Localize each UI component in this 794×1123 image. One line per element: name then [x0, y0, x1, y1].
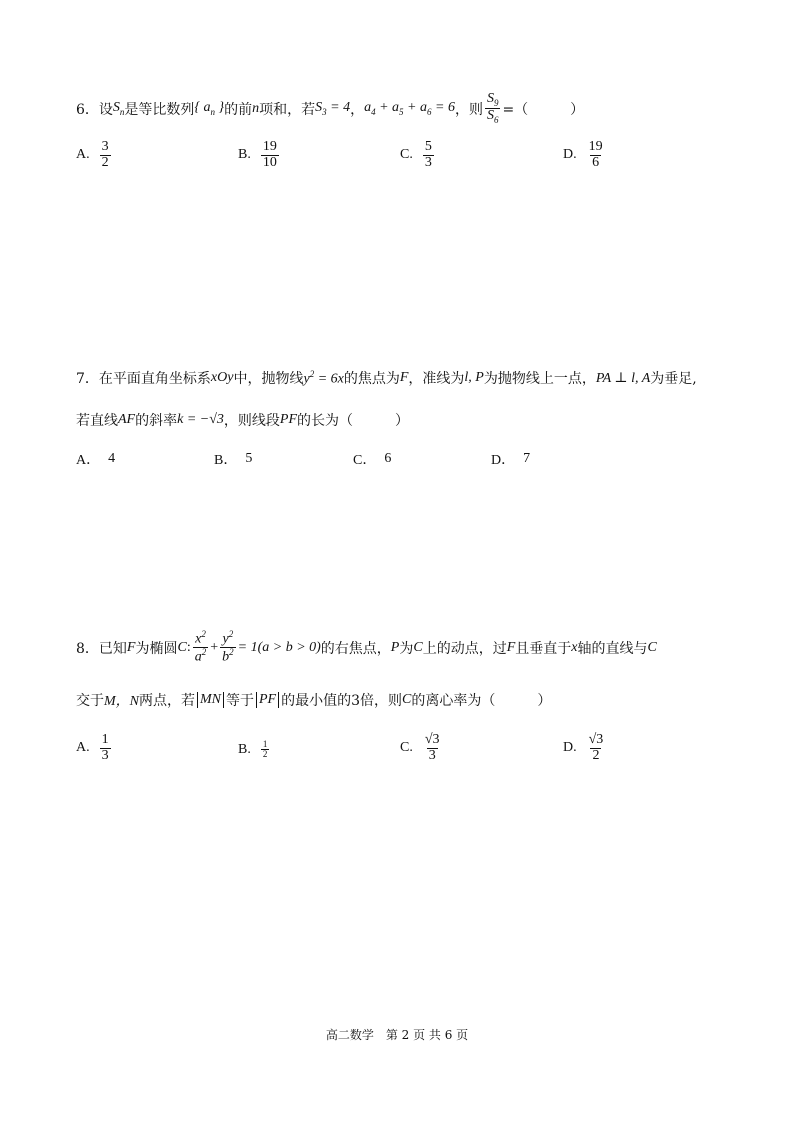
- q6-option-c[interactable]: C. $\frac{5}{3}$: [400, 139, 432, 170]
- math-s9-over-s6: $\frac{S_9}{S_6}$: [486, 91, 499, 126]
- math-slope: k = −√3: [177, 412, 224, 427]
- q7-option-c[interactable]: C． 6: [353, 451, 392, 468]
- question-7-stem-line2: 若直线 AF 的斜率 k = −√3 ，则线段 PF 的长为（ ）: [76, 412, 410, 429]
- q8-option-d[interactable]: D. $\frac{√3}{2}$: [563, 732, 604, 763]
- math-a456: $a_4 + a_5 + a_6 = 6$: [364, 100, 455, 118]
- math-x2-over-a2: $\frac{x^2}{a^2}$: [194, 629, 207, 665]
- question-8-stem-line2: 交于 M，N 两点，若 MN 等于 PF 的最小值的3倍，则 C 的离心率为（ ）: [76, 692, 552, 709]
- q8-option-c[interactable]: C. $\frac{√3}{3}$: [400, 732, 440, 763]
- q6-option-b[interactable]: B. $\frac{19}{10}$: [238, 139, 277, 170]
- q8-option-a[interactable]: A. $\frac{1}{3}$: [76, 732, 109, 763]
- math-y2-over-b2: $\frac{y^2}{b^2}$: [222, 629, 234, 665]
- q7-option-d[interactable]: D． 7: [491, 451, 531, 468]
- q7-option-a[interactable]: A． 4: [76, 451, 116, 468]
- q6-option-a[interactable]: A. $\frac{3}{2}$: [76, 139, 109, 170]
- math-parabola: $y^2 = 6x$: [303, 368, 344, 387]
- math-an-seq: { $a_n$ }: [194, 100, 225, 118]
- math-ellipse-cond: = 1(a > b > 0): [237, 639, 321, 655]
- math-sn: $S_n$: [112, 100, 125, 118]
- question-7-stem-line1: 7． 在平面直角坐标系 xOy 中，抛物线 $y^2 = 6x$ 的焦点为 F ，准线为 l, P 为抛物线上一点， PA ⊥ l, A 为垂足,: [76, 368, 697, 387]
- question-8-stem-line1: 8． 已知 F 为椭圆 C : $\frac{x^2}{a^2}$ + $\frac{y^2}{b^2}$ = 1(a > b > 0) 的右焦点， P 为 C 上的动点，过 F 且垂直于 x 轴的直线与 C: [76, 629, 657, 665]
- q8-option-b[interactable]: B. $\frac{1}{2}$: [238, 739, 268, 760]
- page-footer: 高二数学 第 2 页 共 6 页: [325, 1028, 469, 1042]
- question-6-stem: 6． 设 $S_n$ 是等比数列 { $a_n$ } 的前 n 项和，若 $S_3 = 4$ ， $a_4 + a_5 + a_6 = 6$ ，则 $\frac{S_9}{S_6}$ =（ ）: [76, 91, 585, 126]
- math-abs-mn: MN: [197, 692, 224, 708]
- math-perp: PA ⊥ l, A: [595, 370, 651, 386]
- q7-option-b[interactable]: B． 5: [214, 451, 253, 468]
- q6-option-d[interactable]: D. $\frac{19}{6}$: [563, 139, 603, 170]
- math-abs-pf: PF: [256, 692, 279, 708]
- math-s3: $S_3 = 4$: [315, 100, 351, 118]
